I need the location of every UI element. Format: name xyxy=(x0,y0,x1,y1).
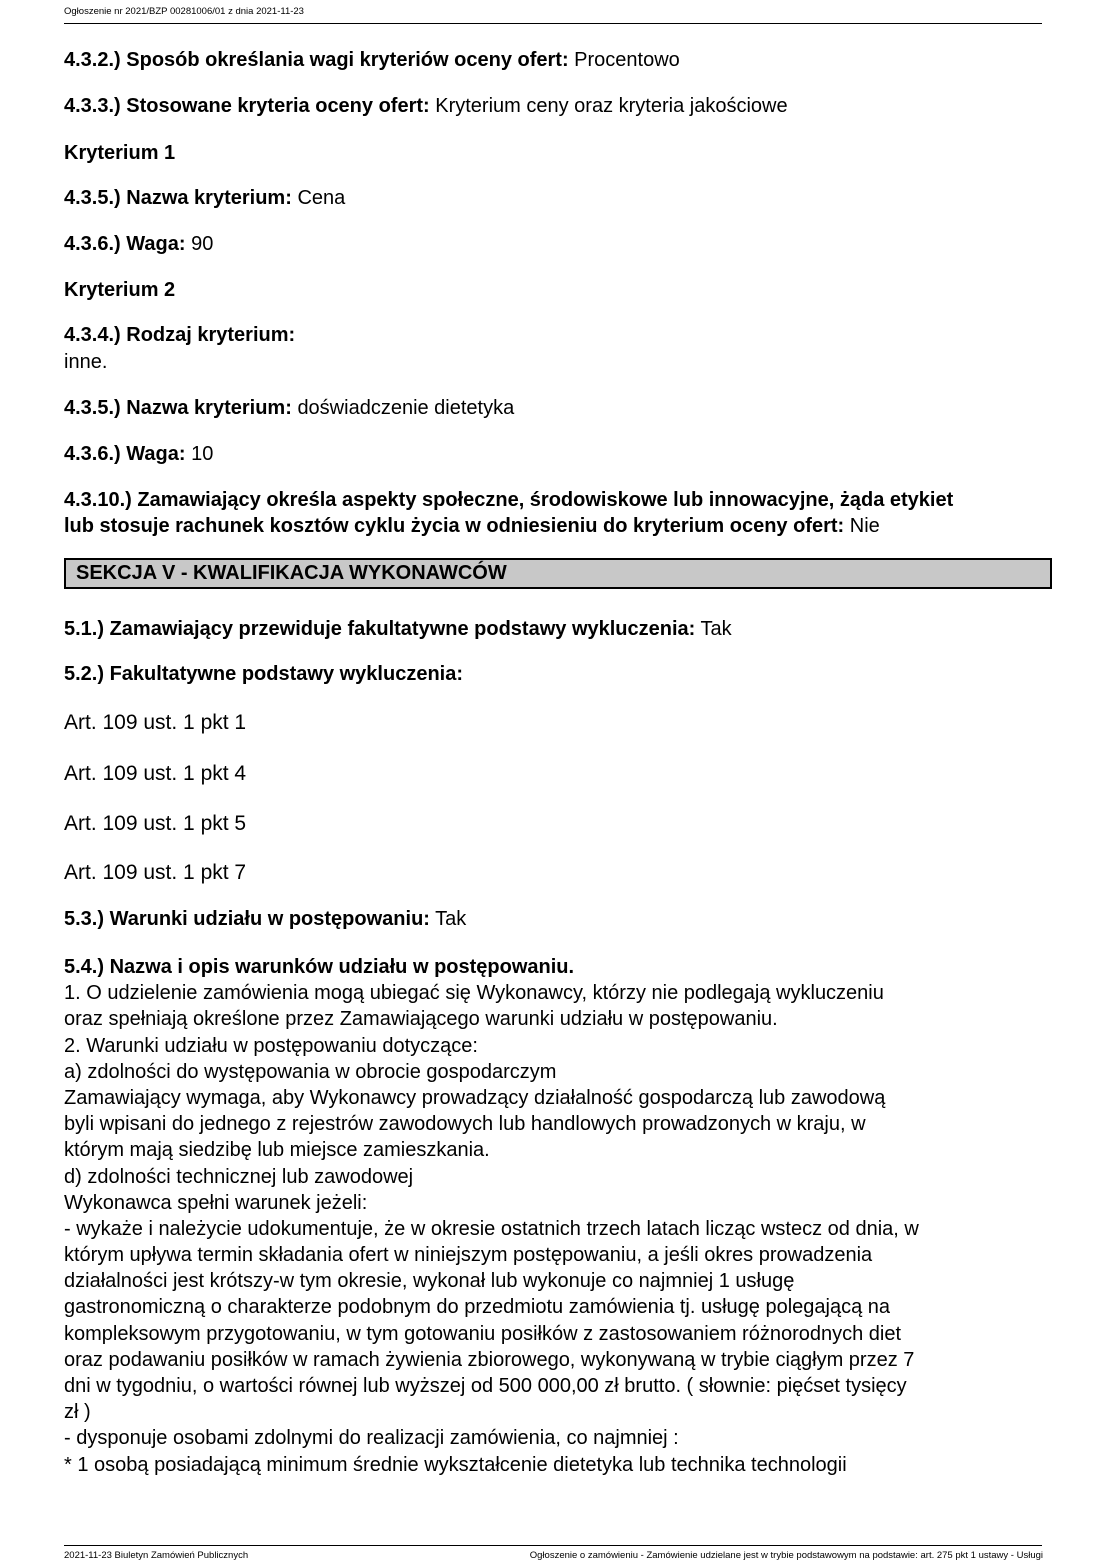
exclusion-ground xyxy=(64,860,1042,886)
field-label: 4.3.6.) Waga: xyxy=(64,443,186,465)
exclusion-ground xyxy=(64,811,1042,837)
aspects-line-2 xyxy=(64,513,1042,539)
field-label: 4.3.5.) Nazwa kryterium: xyxy=(64,187,292,209)
field-value: Nie xyxy=(849,515,880,537)
conditions-line: gastronomiczną o charakterze podobnym do przedmiotu zamówienia tj. usługę polegającą na xyxy=(64,1296,891,1319)
conditions-line: Wykonawca spełni warunek jeżeli: xyxy=(64,1191,368,1214)
optional-exclusion-grounds-list-heading xyxy=(64,661,1042,687)
page-header: Ogłoszenie nr 2021/BZP 00281006/01 z dnia 2021-11-23 xyxy=(64,6,304,17)
field-label: 4.3.4.) Rodzaj kryterium: xyxy=(64,324,296,346)
criterion-2-type xyxy=(64,322,1042,348)
field-value: Tak xyxy=(435,908,467,930)
footer-date-source: 2021-11-23 Biuletyn Zamówień Publicznych xyxy=(64,1550,249,1561)
footer-divider xyxy=(64,1545,1042,1546)
criteria-weight-method xyxy=(64,47,1042,73)
criterion-2-heading xyxy=(64,277,1042,303)
conditions-line: działalności jest krótszy-w tym okresie, wykonał lub wykonuje co najmniej 1 usługę xyxy=(64,1270,795,1293)
conditions-line: - dysponuje osobami zdolnymi do realizacji zamówienia, co najmniej : xyxy=(64,1427,679,1450)
criterion-1-name xyxy=(64,185,1042,211)
field-value: doświadczenie dietetyka xyxy=(297,397,515,419)
field-label: 5.2.) Fakultatywne podstawy wykluczenia: xyxy=(64,663,464,685)
exclusion-ground xyxy=(64,761,1042,787)
conditions-line: byli wpisani do jednego z rejestrów zawodowych lub handlowych prowadzonych w kraju, w xyxy=(64,1113,866,1136)
exclusion-ground xyxy=(64,710,1042,736)
criterion-1-weight xyxy=(64,231,1042,257)
conditions-line: oraz spełniają określone przez Zamawiającego warunki udziału w postępowaniu. xyxy=(64,1008,778,1031)
field-label: 4.3.6.) Waga: xyxy=(64,233,186,255)
conditions-line: * 1 osobą posiadającą minimum średnie wykształcenie dietetyka lub technika technologii xyxy=(64,1453,847,1476)
conditions-line: zł ) xyxy=(64,1401,91,1424)
conditions-line: - wykaże i należycie udokumentuje, że w okresie ostatnich trzech latach licząc wstecz od dnia, w xyxy=(64,1217,919,1240)
conditions-line: 1. O udzielenie zamówienia mogą ubiegać się Wykonawcy, którzy nie podlegają wykluczeniu xyxy=(64,982,884,1005)
field-label: 4.3.10.) Zamawiający określa aspekty społeczne, środowiskowe lub innowacyjne, żąda etykiet xyxy=(64,489,954,511)
field-label: lub stosuje rachunek kosztów cyklu życia w odniesieniu do kryterium oceny ofert: xyxy=(64,515,845,537)
section-title: SEKCJA V - KWALIFIKACJA WYKONAWCÓW xyxy=(76,562,507,584)
field-value: Art. 109 ust. 1 pkt 7 xyxy=(64,861,247,884)
criteria-applied xyxy=(64,93,1042,119)
field-value: Art. 109 ust. 1 pkt 5 xyxy=(64,812,247,835)
criterion-2-type-value xyxy=(64,349,1042,375)
conditions-line: d) zdolności technicznej lub zawodowej xyxy=(64,1165,414,1188)
conditions-heading-text: 5.4.) Nazwa i opis warunków udziału w postępowaniu. xyxy=(64,956,575,978)
field-label: 4.3.5.) Nazwa kryterium: xyxy=(64,397,292,419)
field-value: Kryterium ceny oraz kryteria jakościowe xyxy=(435,95,788,117)
field-label: Kryterium 2 xyxy=(64,279,176,301)
conditions-line: dni w tygodniu, o wartości równej lub wyższej od 500 000,00 zł brutto. ( słownie: pięćset tysięcy xyxy=(64,1375,907,1397)
conditions-line: kompleksowym przygotowaniu, w tym gotowaniu posiłków z zastosowaniem różnorodnych diet xyxy=(64,1322,902,1345)
conditions-line: Zamawiający wymaga, aby Wykonawcy prowadzący działalność gospodarczą lub zawodową xyxy=(64,1086,886,1109)
field-label: 5.1.) Zamawiający przewiduje fakultatywne podstawy wykluczenia: xyxy=(64,618,696,640)
conditions-heading xyxy=(64,954,1044,980)
conditions-line: którym upływa termin składania ofert w niniejszym postępowaniu, a jeśli okres prowadzenia xyxy=(64,1244,873,1267)
field-value: 10 xyxy=(191,443,214,465)
field-value: inne. xyxy=(64,351,108,373)
aspects-line-1 xyxy=(64,487,1042,513)
header-divider xyxy=(64,23,1042,24)
field-value: Art. 109 ust. 1 pkt 1 xyxy=(64,711,247,734)
conditions-line: 2. Warunki udziału w postępowaniu dotyczące: xyxy=(64,1034,478,1057)
footer-notice-type: Ogłoszenie o zamówieniu - Zamówienie udzielane jest w trybie podstawowym na podstawie: art. 275 pkt 1 ustawy - Usługi xyxy=(529,1550,1043,1561)
field-label: 5.3.) Warunki udziału w postępowaniu: xyxy=(64,908,430,930)
field-value: Tak xyxy=(700,618,732,640)
section-heading xyxy=(64,558,1052,589)
conditions-line: którym mają siedzibę lub miejsce zamieszkania. xyxy=(64,1139,490,1162)
criterion-2-weight xyxy=(64,441,1042,467)
field-label: Kryterium 1 xyxy=(64,142,176,164)
criterion-1-heading xyxy=(64,140,1042,166)
conditions-line: oraz podawaniu posiłków w ramach żywienia zbiorowego, wykonywaną w trybie ciągłym przez 7 xyxy=(64,1348,915,1371)
field-value: Procentowo xyxy=(574,49,680,71)
field-value: Cena xyxy=(297,187,346,209)
conditions-description xyxy=(64,954,1044,1478)
optional-exclusion-grounds xyxy=(64,616,1042,642)
conditions-line: a) zdolności do występowania w obrocie gospodarczym xyxy=(64,1060,557,1083)
criterion-2-name xyxy=(64,395,1042,421)
field-label: 4.3.3.) Stosowane kryteria oceny ofert: xyxy=(64,95,430,117)
field-label: 4.3.2.) Sposób określania wagi kryteriów oceny ofert: xyxy=(64,49,569,71)
participation-conditions xyxy=(64,906,1042,932)
field-value: Art. 109 ust. 1 pkt 4 xyxy=(64,762,247,785)
field-value: 90 xyxy=(191,233,214,255)
